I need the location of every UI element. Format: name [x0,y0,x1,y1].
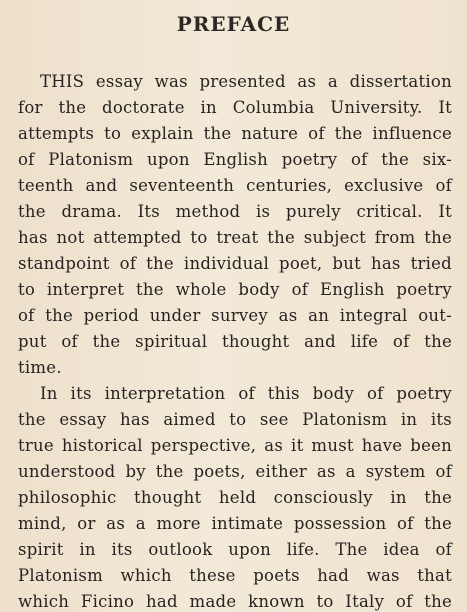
text-line: standpoint of the individual poet, but has tried [18,254,452,273]
text-line: which Ficino had made known to Italy of the [18,592,452,611]
text-line: has not attempted to treat the subject from the [18,228,452,247]
text-line: the essay has aimed to see Platonism in its [18,410,452,429]
text-line: spirit in its outlook upon life. The idea of [18,540,452,559]
text-line: put of the spiritual thought and life of the [18,332,452,351]
text-line: true historical perspective, as it must have been [18,436,452,455]
text-line: understood by the poets, either as a system of [18,462,452,481]
text-line: of the period under survey as an integral out- [18,306,452,325]
text-line: mind, or as a more intimate possession of the [18,514,452,533]
text-line: THIS essay was presented as a dissertation [40,72,452,91]
text-line: of Platonism upon English poetry of the six- [18,150,452,169]
text-line: attempts to explain the nature of the influence [18,124,452,143]
text-line: for the doctorate in Columbia University. It [18,98,452,117]
text-line: Platonism which these poets had was that [18,566,452,585]
text-line: time. [18,358,62,377]
text-line: teenth and seventeenth centuries, exclusive of [18,176,452,195]
text-line: philosophic thought held consciously in the [18,488,452,507]
page-heading: PREFACE [176,12,291,36]
text-line: In its interpretation of this body of poetry [40,384,452,403]
text-line: to interpret the whole body of English poetry [18,280,452,299]
text-line: the drama. Its method is purely critical. It [18,202,452,221]
